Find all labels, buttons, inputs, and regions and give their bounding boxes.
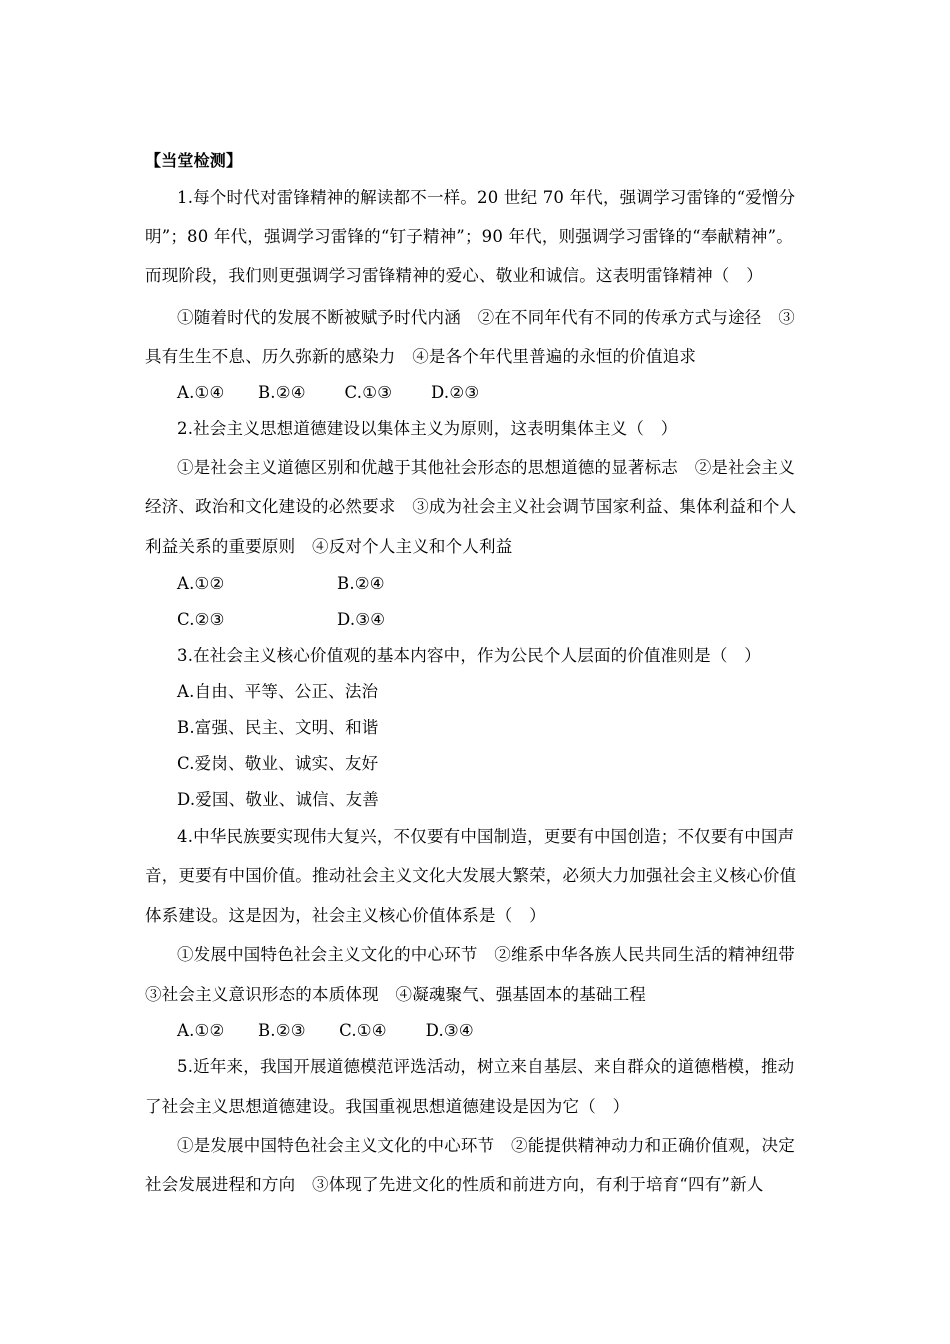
q2-option-b: B.②④ <box>337 574 385 593</box>
q1-stem-line-1: 1.每个时代对雷锋精神的解读都不一样。20 世纪 70 年代，强调学习雷锋的“爱憎分 <box>177 188 796 207</box>
q3-option-a: A.自由、平等、公正、法治 <box>177 682 379 701</box>
q5-statement-line-1: ①是发展中国特色社会主义文化的中心环节 ②能提供精神动力和正确价值观，决定 <box>177 1136 795 1155</box>
q1-options: A.①④ B.②④ C.①③ D.②③ <box>177 383 480 402</box>
q4-options: A.①② B.②③ C.①④ D.③④ <box>177 1021 474 1040</box>
q3-option-c: C.爱岗、敬业、诚实、友好 <box>177 754 379 773</box>
q1-statement-line-1: ①随着时代的发展不断被赋予时代内涵 ②在不同年代有不同的传承方式与途径 ③ <box>177 308 795 327</box>
q4-stem-line-2: 音，更要有中国价值。推动社会主义文化大发展大繁荣，必须大力加强社会主义核心价值 <box>145 866 797 885</box>
q4-stem-line-1: 4.中华民族要实现伟大复兴，不仅要有中国制造，更要有中国创造；不仅要有中国声 <box>177 827 795 846</box>
section-title: 【当堂检测】 <box>145 151 243 170</box>
q2-stem-line-1: 2.社会主义思想道德建设以集体主义为原则，这表明集体主义（ ） <box>177 419 678 438</box>
q5-statement-line-2: 社会发展进程和方向 ③体现了先进文化的性质和前进方向，有利于培育“四有”新人 <box>145 1175 764 1194</box>
q4-statement-line-1: ①发展中国特色社会主义文化的中心环节 ②维系中华各族人民共同生活的精神纽带 <box>177 945 795 964</box>
q5-stem-line-2: 了社会主义思想道德建设。我国重视思想道德建设是因为它（ ） <box>145 1097 630 1116</box>
q1-stem-line-2: 明”；80 年代，强调学习雷锋的“钉子精神”；90 年代，则强调学习雷锋的“奉献精神”。 <box>145 227 793 246</box>
q4-stem-line-3: 体系建设。这是因为，社会主义核心价值体系是（ ） <box>145 906 546 925</box>
q2-option-a: A.①② <box>177 574 225 593</box>
q4-statement-line-2: ③社会主义意识形态的本质体现 ④凝魂聚气、强基固本的基础工程 <box>145 985 646 1004</box>
q2-statement-line-1: ①是社会主义道德区别和优越于其他社会形态的思想道德的显著标志 ②是社会主义 <box>177 458 795 477</box>
q2-statement-line-3: 利益关系的重要原则 ④反对个人主义和个人利益 <box>145 537 513 556</box>
q1-statement-line-2: 具有生生不息、历久弥新的感染力 ④是各个年代里普遍的永恒的价值追求 <box>145 347 697 366</box>
q2-option-c: C.②③ <box>177 610 225 629</box>
q3-option-b: B.富强、民主、文明、和谐 <box>177 718 379 737</box>
q3-stem-line-1: 3.在社会主义核心价值观的基本内容中，作为公民个人层面的价值准则是（ ） <box>177 646 761 665</box>
q2-statement-line-2: 经济、政治和文化建设的必然要求 ③成为社会主义社会调节国家利益、集体利益和个人 <box>145 497 797 516</box>
q5-stem-line-1: 5.近年来，我国开展道德模范评选活动，树立来自基层、来自群众的道德楷模，推动 <box>177 1057 795 1076</box>
q1-stem-line-3: 而现阶段，我们则更强调学习雷锋精神的爱心、敬业和诚信。这表明雷锋精神（ ） <box>145 266 763 285</box>
q2-option-d: D.③④ <box>337 610 386 629</box>
q3-option-d: D.爱国、敬业、诚信、友善 <box>177 790 379 809</box>
